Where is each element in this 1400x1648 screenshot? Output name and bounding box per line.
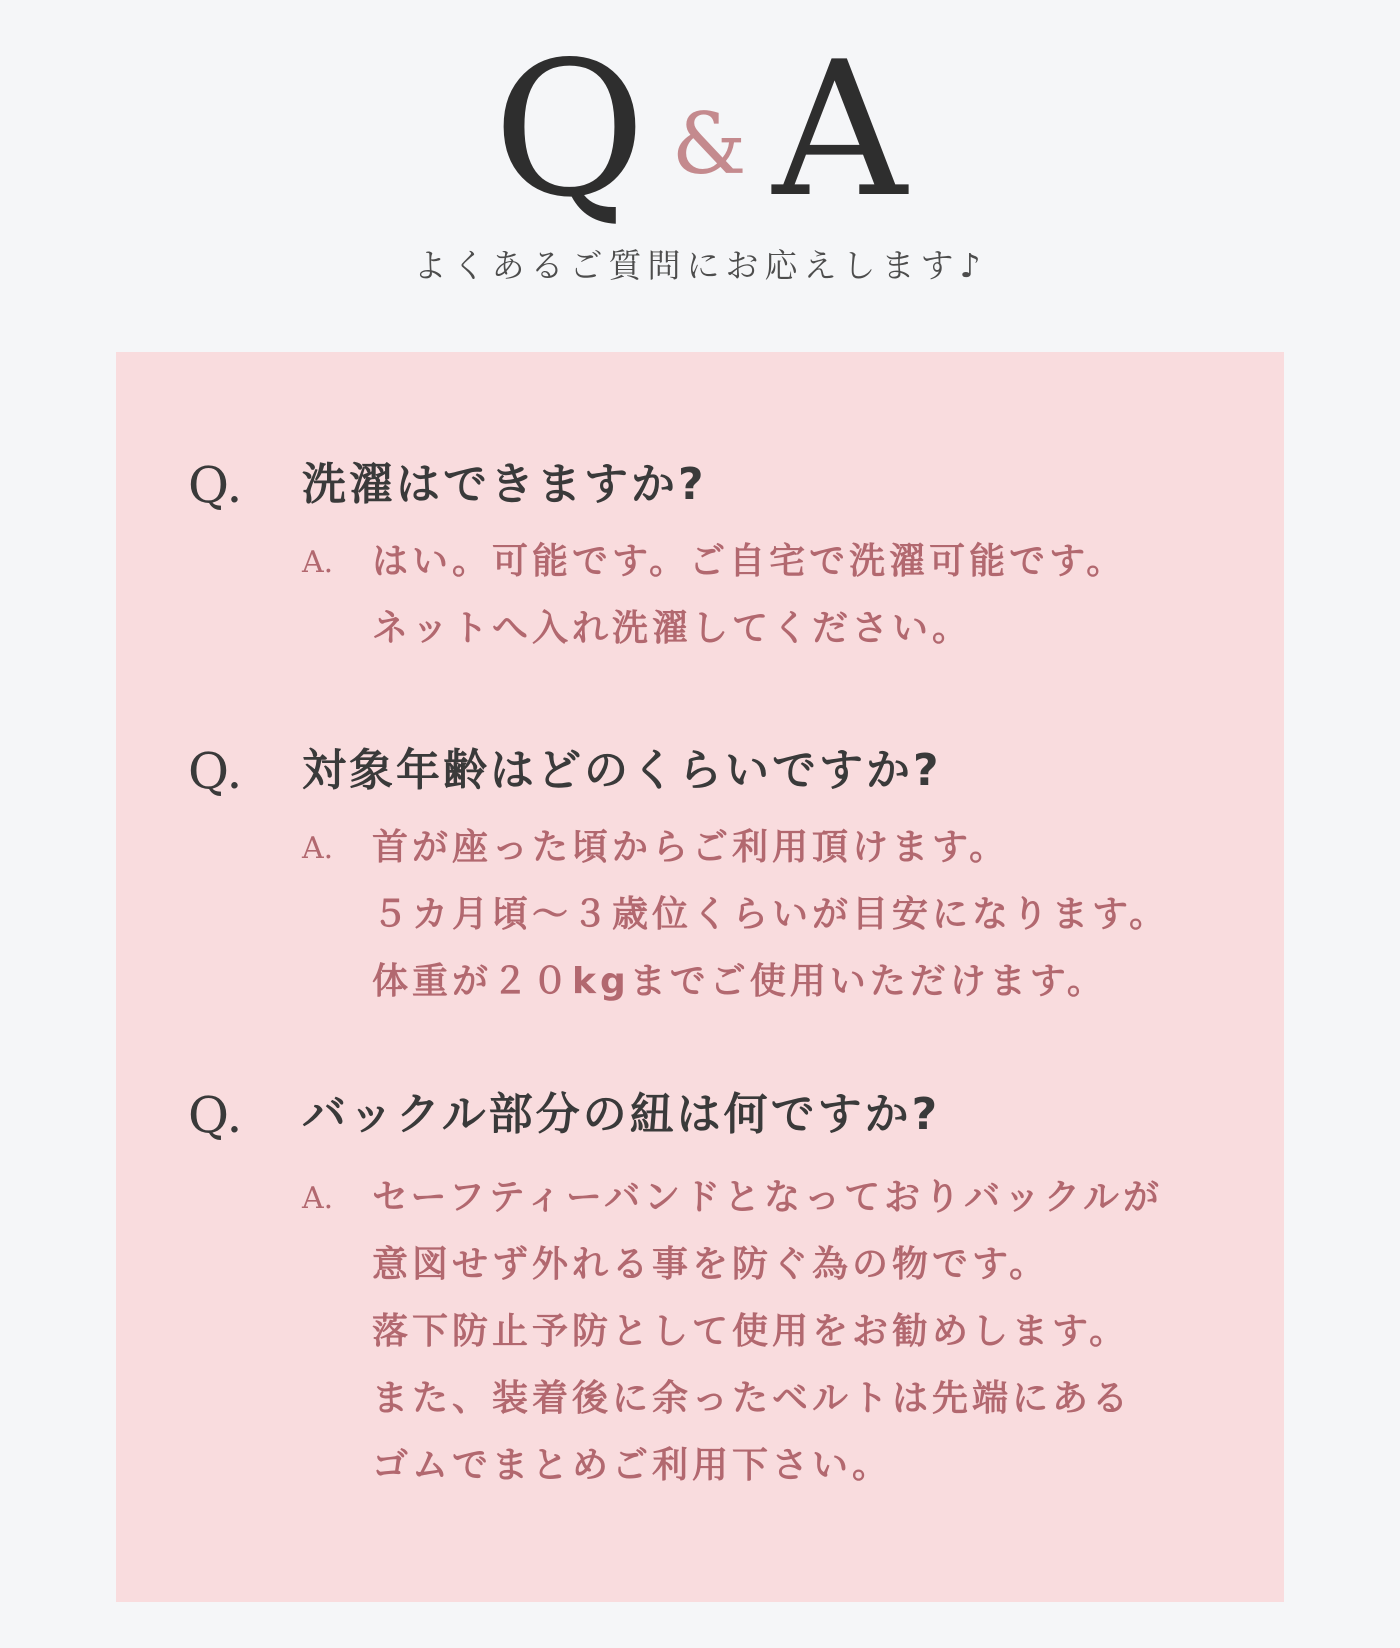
- answer-line: 落下防止予防として使用をお勧めします。: [372, 1311, 1130, 1352]
- answer-line: 体重が２０kgまでご使用いただけます。: [372, 961, 1107, 1002]
- question-row: [188, 1080, 1254, 1150]
- answer-text: [372, 528, 1254, 662]
- answer-line: ５カ月頃～３歳位くらいが目安になります。: [372, 894, 1170, 935]
- answer-line: また、装着後に余ったベルトは先端にある: [372, 1378, 1133, 1419]
- answer-label: A.: [302, 831, 334, 866]
- answer-text: [372, 1164, 1254, 1499]
- faq-item-buckle-strap: [188, 1080, 1254, 1499]
- answer-line: 意図せず外れる事を防ぐ為の物です。: [372, 1244, 1050, 1285]
- question-label: Q.: [188, 456, 243, 514]
- page-subtitle: よくあるご質問にお応えします♪: [413, 246, 987, 285]
- answer-text: [372, 814, 1254, 1015]
- answer-line: ネットへ入れ洗濯してください。: [372, 608, 973, 649]
- answer-line: セーフティーバンドとなっておりバックルが: [372, 1177, 1164, 1218]
- logo-a: A: [772, 21, 907, 238]
- question-label: Q.: [188, 1086, 243, 1144]
- logo-q: Q: [493, 21, 646, 238]
- question-row: [188, 450, 1254, 520]
- question-text: 洗濯はできますか?: [302, 459, 707, 510]
- answer-label: A.: [302, 545, 334, 580]
- answer-line: 首が座った頃からご利用頂けます。: [372, 827, 1010, 868]
- answer-line: はい。可能です。ご自宅で洗濯可能です。: [372, 541, 1127, 582]
- answer-row: [188, 814, 1254, 1015]
- qa-logo: [0, 21, 1400, 238]
- question-text: 対象年齢はどのくらいですか?: [302, 745, 942, 796]
- answer-row: [188, 528, 1254, 662]
- answer-line: ゴムでまとめご利用下さい。: [372, 1445, 893, 1486]
- question-text: バックル部分の紐は何ですか?: [302, 1089, 941, 1140]
- logo-ampersand: &: [671, 95, 747, 193]
- faq-panel: [116, 352, 1284, 1602]
- answer-row: [188, 1164, 1254, 1499]
- answer-label: A.: [302, 1181, 334, 1216]
- faq-item-washing: [188, 450, 1254, 662]
- question-row: [188, 736, 1254, 806]
- faq-item-target-age: [188, 736, 1254, 1015]
- question-label: Q.: [188, 742, 243, 800]
